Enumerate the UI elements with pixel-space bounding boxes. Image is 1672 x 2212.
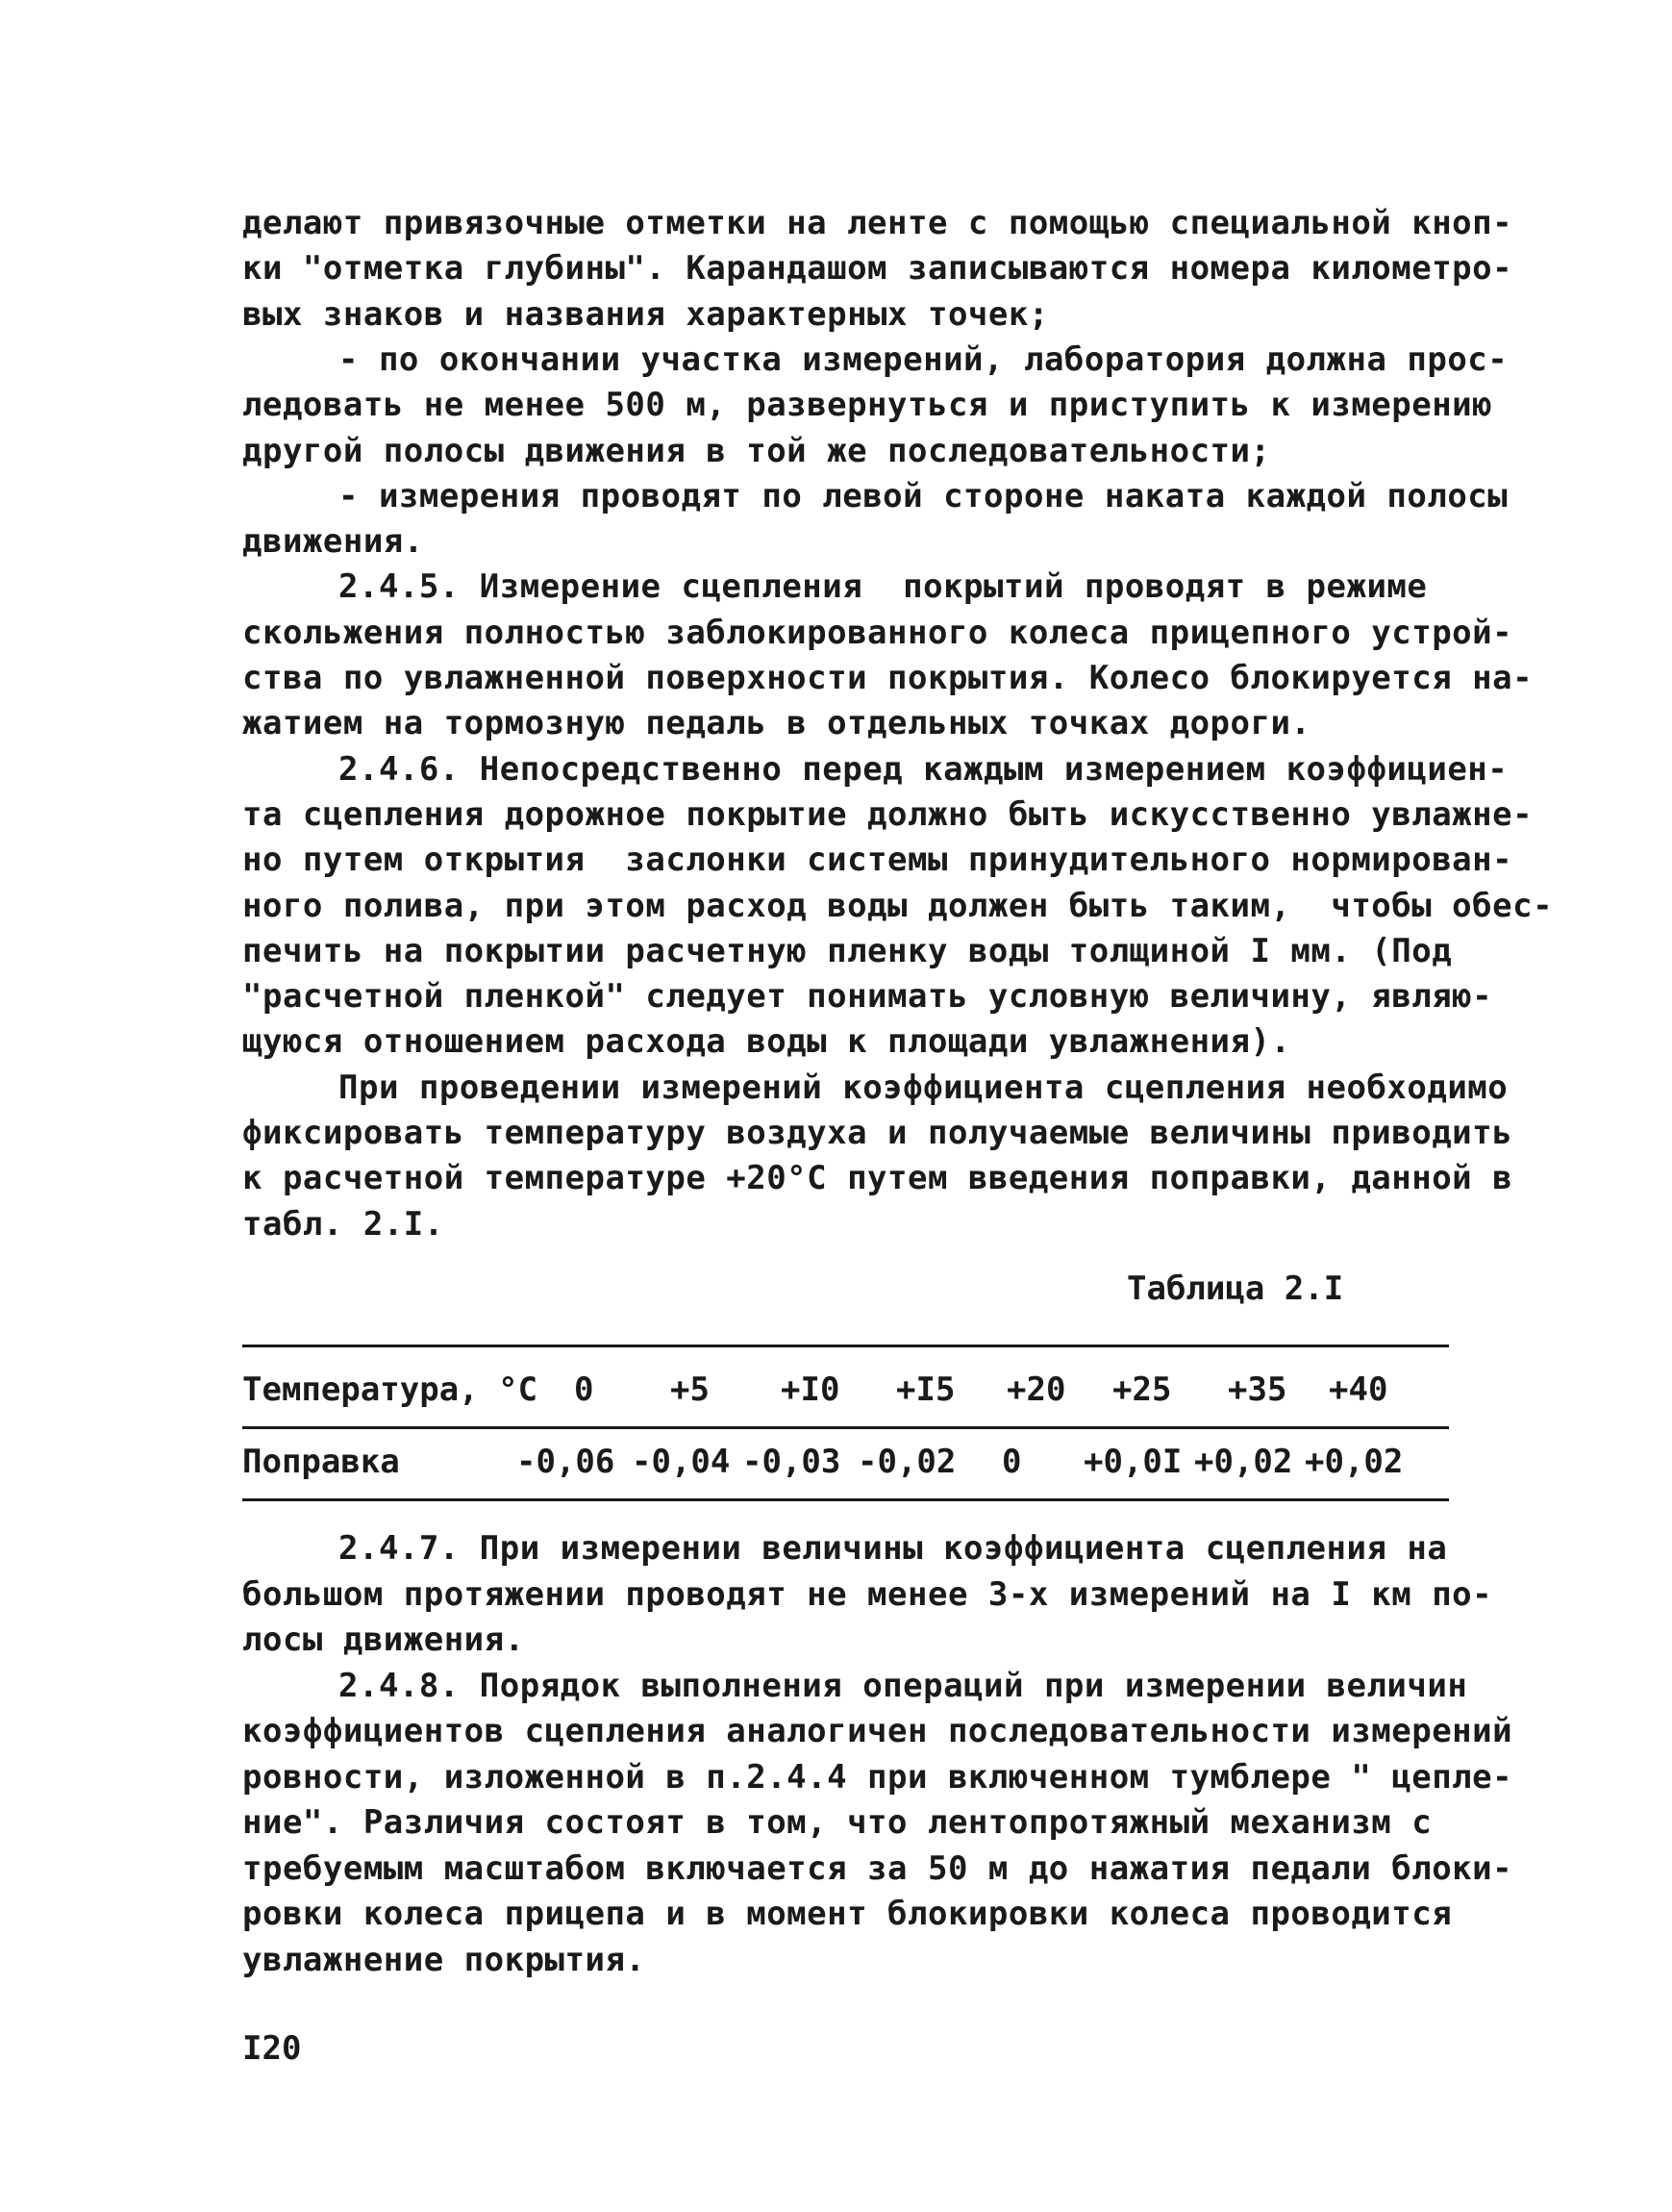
table-top-rule — [242, 1345, 1449, 1347]
page-number: I20 — [242, 2029, 302, 2068]
text-line: щуюся отношением расхода воды к площади увлажнения). — [242, 1022, 1291, 1062]
text-line: печить на покрытии расчетную пленку воды толщиной I мм. (Под — [242, 931, 1453, 970]
text-line: табл. 2.I. — [242, 1204, 444, 1244]
table-header-cell: 0 — [574, 1370, 594, 1409]
text-line: та сцепления дорожное покрытие должно быть искусственно увлажне- — [242, 794, 1534, 834]
text-line: ства по увлажненной поверхности покрытия. Колесо блокируется на- — [242, 659, 1534, 697]
text-line: ного полива, при этом расход воды должен быть таким, чтобы обес- — [242, 886, 1554, 925]
text-line: лосы движения. — [242, 1621, 525, 1659]
text-line: другой полосы движения в той же последовательности; — [242, 431, 1271, 470]
text-line: но путем открытия заслонки системы принудительного нормирован- — [242, 841, 1513, 880]
table-data-cell: +0,02 — [1305, 1443, 1404, 1481]
table-header-cell: +25 — [1112, 1370, 1172, 1409]
text-line: ровки колеса прицепа и в момент блокировки колеса проводится — [242, 1895, 1453, 1933]
text-line: увлажнение покрытия. — [242, 1940, 646, 1979]
text-line: 2.4.5. Измерение сцепления покрытий проводят в режиме — [338, 567, 1428, 607]
text-line: - измерения проводят по левой стороне наката каждой полосы — [338, 476, 1509, 515]
text-line: скольжения полностью заблокированного колеса прицепного устрой- — [242, 613, 1513, 652]
text-line: ки "отметка глубины". Карандашом записываются номера километро- — [242, 249, 1513, 289]
text-line: вых знаков и названия характерных точек; — [242, 294, 1049, 334]
table-data-cell: -0,02 — [858, 1443, 957, 1481]
text-line: - по окончании участка измерений, лаборатория должна прос- — [338, 339, 1509, 379]
text-line: движения. — [242, 522, 424, 562]
table-data-cell: +0,02 — [1194, 1443, 1293, 1481]
text-line: "расчетной пленкой" следует понимать условную величину, являю- — [242, 977, 1493, 1017]
text-line: фиксировать температуру воздуха и получаемые величины приводить — [242, 1114, 1513, 1152]
text-line: коэффициентов сцепления аналогичен последовательности измерений — [242, 1712, 1513, 1750]
table-data-cell: -0,04 — [632, 1443, 731, 1481]
table-data-cell: -0,06 — [516, 1443, 615, 1481]
document-page — [242, 0, 1554, 2212]
table-header-cell: +I0 — [781, 1370, 840, 1409]
table-header-cell: +5 — [670, 1370, 710, 1409]
table-header-cell: +40 — [1329, 1370, 1388, 1409]
table-mid-rule — [242, 1426, 1449, 1429]
table-row-label: Поправка — [242, 1443, 400, 1481]
text-line: 2.4.8. Порядок выполнения операций при измерении величин — [338, 1666, 1468, 1705]
table-header-label: Температура, °С — [242, 1370, 538, 1409]
text-line: требуемым масштабом включается за 50 м до нажатия педали блоки- — [242, 1848, 1513, 1888]
table-data-cell: -0,03 — [742, 1443, 841, 1481]
text-line: 2.4.7. При измерении величины коэффициента сцепления на — [338, 1529, 1448, 1568]
table-header-cell: +20 — [1007, 1370, 1066, 1409]
text-line: 2.4.6. Непосредственно перед каждым измерением коэффициен- — [338, 749, 1509, 789]
text-line: ледовать не менее 500 м, развернуться и приступить к измерению — [242, 386, 1493, 425]
text-line: ние". Различия состоят в том, что лентопротяжный механизм с — [242, 1803, 1433, 1842]
text-line: делают привязочные отметки на ленте с помощью специальной кноп- — [242, 204, 1513, 242]
text-line: большом протяжении проводят не менее 3-х измерений на I км по- — [242, 1574, 1493, 1614]
table-header-cell: +35 — [1228, 1370, 1287, 1409]
table-data-cell: 0 — [1002, 1443, 1022, 1481]
table-data-cell: +0,0I — [1084, 1443, 1183, 1481]
table-caption: Таблица 2.I — [1127, 1269, 1344, 1308]
text-line: жатием на тормозную педаль в отдельных точках дороги. — [242, 704, 1311, 743]
text-line: к расчетной температуре +20°С путем введения поправки, данной в — [242, 1159, 1513, 1198]
text-line: При проведении измерений коэффициента сцепления необходимо — [338, 1068, 1509, 1107]
table-bottom-rule — [242, 1498, 1449, 1501]
table-header-cell: +I5 — [896, 1370, 956, 1409]
text-line: ровности, изложенной в п.2.4.4 при включенном тумблере " цепле- — [242, 1757, 1513, 1797]
